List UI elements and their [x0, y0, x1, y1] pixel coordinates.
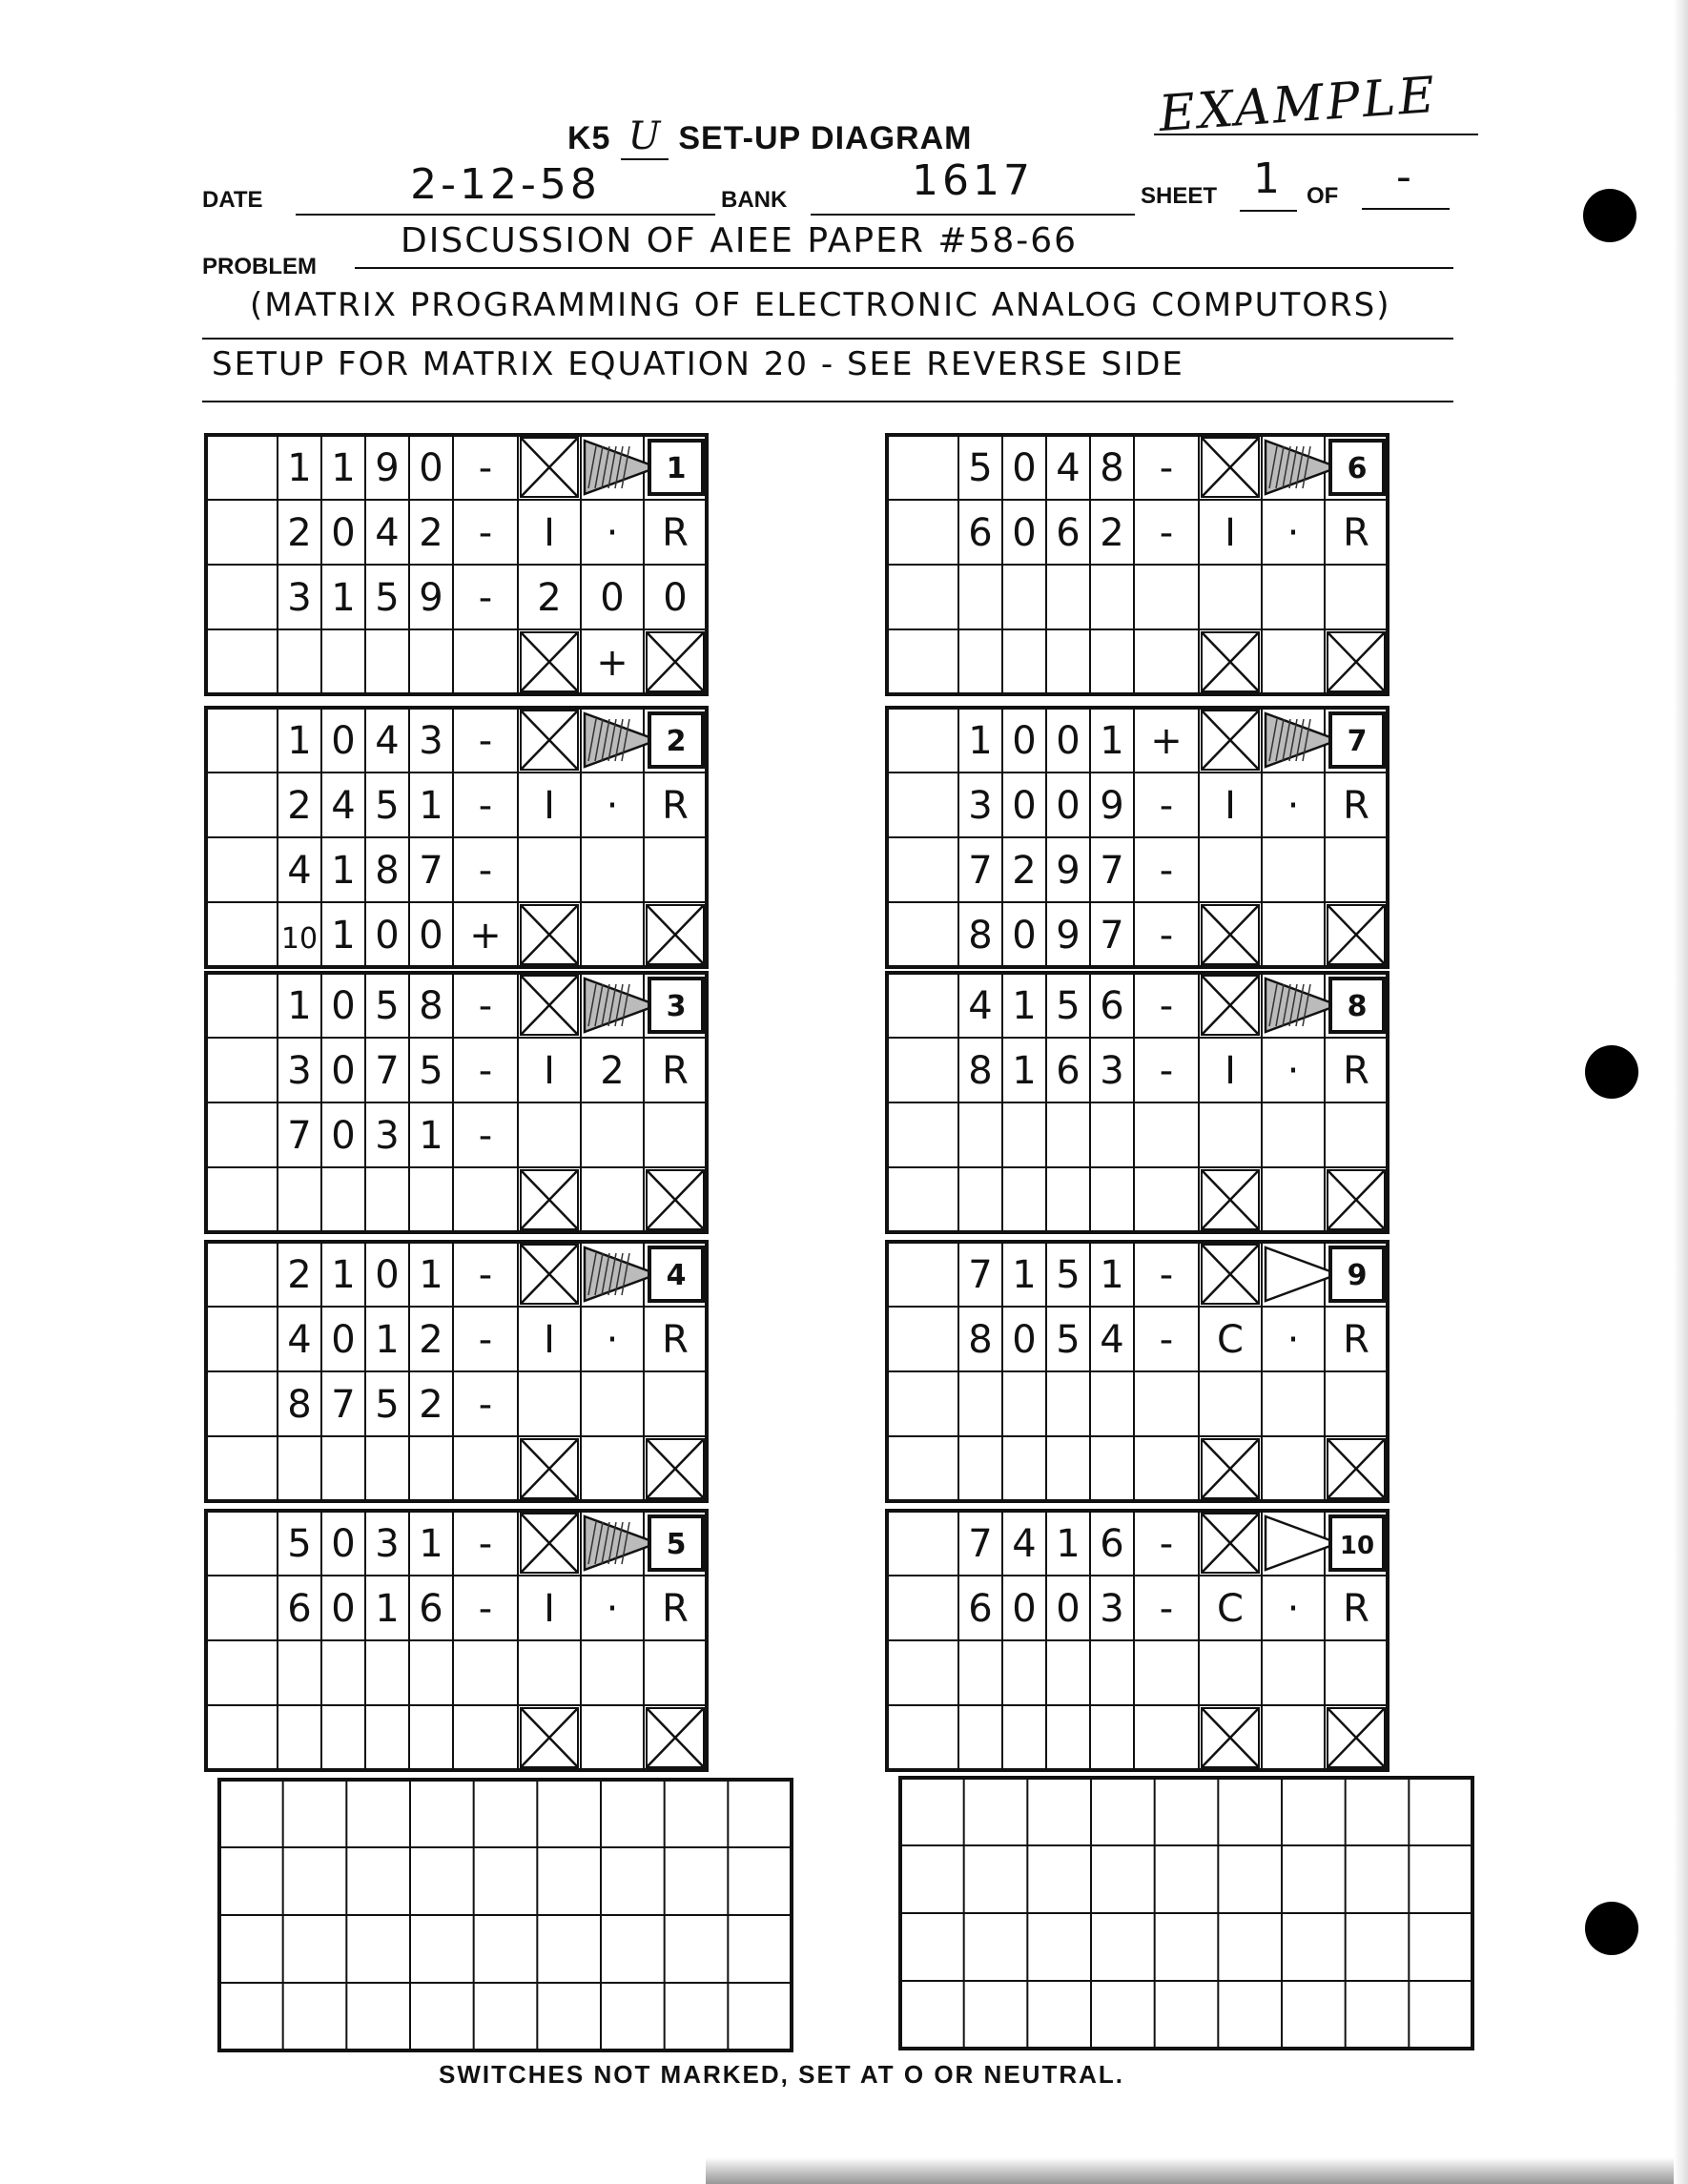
cell-value: 0: [1056, 784, 1081, 828]
cell-value: 5: [1056, 1253, 1081, 1297]
cell-value: R: [1343, 784, 1369, 828]
cell-value: 2: [600, 1049, 625, 1093]
cell-value: R: [1343, 1049, 1369, 1093]
cell-value: 7: [1100, 914, 1124, 958]
sheet-value: 1: [1253, 155, 1284, 203]
cell-value: 0: [331, 719, 356, 763]
cell-value: -: [478, 1383, 493, 1427]
cell-value: -: [478, 1253, 493, 1297]
cell-value: 6: [968, 511, 993, 555]
cell-value: C: [1217, 1587, 1244, 1631]
cell-value: 0: [331, 1114, 356, 1158]
cell-value: 6: [287, 1587, 312, 1631]
cell-value: R: [662, 1318, 689, 1362]
cell-value: 1: [1100, 1253, 1124, 1297]
cell-value: R: [662, 784, 689, 828]
title-suffix: SET-UP DIAGRAM: [678, 120, 973, 156]
cell-value: 6: [968, 1587, 993, 1631]
cell-value: 1: [1012, 984, 1037, 1028]
cell-value: ·: [1287, 1049, 1300, 1093]
cell-value: 2: [419, 511, 443, 555]
cell-value: I: [1225, 511, 1236, 555]
setup-block-1: [206, 435, 707, 694]
cell-value: -: [1159, 1253, 1174, 1297]
setup-block-10: [887, 1511, 1388, 1770]
empty-grid-left: [219, 1780, 792, 2050]
cell-value: -: [1159, 1587, 1174, 1631]
empty-grid-right: [900, 1778, 1472, 2049]
cell-value: 1: [287, 446, 312, 490]
cell-value: I: [1225, 784, 1236, 828]
amplifier-number: 3: [666, 990, 687, 1023]
cell-value: +: [596, 641, 628, 685]
cell-value: 1: [1012, 1049, 1037, 1093]
cell-value: 2: [419, 1383, 443, 1427]
cell-value: 0: [375, 914, 400, 958]
amplifier-number: 8: [1347, 990, 1368, 1023]
cell-value: 5: [287, 1522, 312, 1566]
cell-value: C: [1217, 1318, 1244, 1362]
cell-value: 7: [375, 1049, 400, 1093]
cell-value: -: [1159, 914, 1174, 958]
cell-value: 2: [1012, 849, 1037, 893]
cell-value: 8: [287, 1383, 312, 1427]
cell-value: ·: [1287, 511, 1300, 555]
cell-value: -: [1159, 1522, 1174, 1566]
cell-value: 0: [1012, 446, 1037, 490]
date-label: DATE: [202, 187, 263, 213]
cell-value: 3: [1100, 1049, 1124, 1093]
cell-value: R: [1343, 511, 1369, 555]
cell-value: ·: [1287, 1318, 1300, 1362]
cell-value: -: [1159, 784, 1174, 828]
cell-value: 6: [1100, 1522, 1124, 1566]
cell-value: 3: [1100, 1587, 1124, 1631]
cell-value: 1: [419, 1114, 443, 1158]
bank-value: 1617: [912, 156, 1034, 205]
cell-value: 0: [1012, 511, 1037, 555]
cell-value: 8: [968, 1318, 993, 1362]
cell-value: -: [478, 1587, 493, 1631]
cell-value: 0: [331, 1049, 356, 1093]
cell-value: 1: [331, 849, 356, 893]
cell-value: 0: [663, 576, 688, 620]
setup-block-4: [206, 1242, 707, 1501]
punch-hole-top: [1583, 189, 1637, 242]
cell-value: 4: [287, 849, 312, 893]
amplifier-number: 4: [666, 1259, 687, 1292]
cell-value: 5: [419, 1049, 443, 1093]
amplifier-number: 5: [666, 1528, 687, 1561]
cell-value: I: [544, 784, 555, 828]
cell-value: -: [1159, 984, 1174, 1028]
cell-value: 0: [331, 511, 356, 555]
amplifier-triangle: [1266, 1516, 1338, 1570]
cell-value: R: [1343, 1318, 1369, 1362]
cell-value: 5: [375, 984, 400, 1028]
cell-value: 0: [1056, 719, 1081, 763]
cell-value: 3: [287, 576, 312, 620]
cell-value: 1: [419, 784, 443, 828]
cell-value: 2: [287, 1253, 312, 1297]
cell-value: 0: [1012, 719, 1037, 763]
punch-hole-middle: [1585, 1045, 1638, 1099]
cell-value: 6: [1056, 1049, 1081, 1093]
sheet-label: SHEET: [1141, 183, 1218, 209]
cell-value: 9: [375, 446, 400, 490]
cell-value: 1: [419, 1522, 443, 1566]
amplifier-number: 9: [1347, 1259, 1368, 1292]
cell-value: 3: [287, 1049, 312, 1093]
amplifier-number: 6: [1347, 452, 1368, 485]
cell-value: 1: [287, 984, 312, 1028]
cell-value: -: [478, 1522, 493, 1566]
amplifier-triangle: [1266, 1247, 1338, 1301]
cell-value: 7: [1100, 849, 1124, 893]
amplifier-number: 2: [666, 725, 687, 758]
cell-value: I: [1225, 1049, 1236, 1093]
cell-value: 0: [419, 446, 443, 490]
amplifier-number: 10: [1339, 1532, 1375, 1560]
cell-value: 0: [331, 984, 356, 1028]
cell-value: 5: [375, 576, 400, 620]
cell-value: 5: [1056, 1318, 1081, 1362]
problem-label: PROBLEM: [202, 254, 317, 279]
cell-value: 3: [968, 784, 993, 828]
cell-value: 0: [331, 1522, 356, 1566]
bank-label: BANK: [721, 187, 788, 213]
cell-value: 6: [419, 1587, 443, 1631]
setup-block-9: [887, 1242, 1388, 1501]
cell-value: 6: [1100, 984, 1124, 1028]
cell-value: 9: [1056, 914, 1081, 958]
cell-value: 8: [375, 849, 400, 893]
cell-value: -: [478, 784, 493, 828]
cell-value: 5: [375, 1383, 400, 1427]
cell-value: 9: [1056, 849, 1081, 893]
cell-value: 1: [419, 1253, 443, 1297]
problem-text-1: DISCUSSION OF AIEE PAPER #58-66: [401, 221, 1079, 260]
cell-value: 1: [331, 446, 356, 490]
cell-value: 1: [375, 1318, 400, 1362]
cell-value: 4: [375, 719, 400, 763]
cell-value: R: [662, 1049, 689, 1093]
cell-value: 2: [419, 1318, 443, 1362]
cell-value: 7: [331, 1383, 356, 1427]
example-annotation: EXAMPLE: [1157, 66, 1440, 144]
cell-value: -: [1159, 849, 1174, 893]
cell-value: -: [1159, 1318, 1174, 1362]
cell-value: -: [478, 1049, 493, 1093]
cell-value: 3: [419, 719, 443, 763]
cell-value: 2: [537, 576, 562, 620]
cell-value: 6: [1056, 511, 1081, 555]
cell-value: 9: [419, 576, 443, 620]
cell-value: 4: [968, 984, 993, 1028]
cell-value: 4: [1056, 446, 1081, 490]
cell-value: -: [478, 1318, 493, 1362]
cell-value: 10: [280, 922, 319, 956]
cell-value: ·: [606, 784, 619, 828]
cell-value: R: [1343, 1587, 1369, 1631]
cell-value: -: [478, 511, 493, 555]
cell-value: ·: [606, 1318, 619, 1362]
cell-value: 7: [968, 849, 993, 893]
cell-value: 1: [287, 719, 312, 763]
cell-value: 0: [1056, 1587, 1081, 1631]
setup-block-8: [887, 973, 1388, 1232]
cell-value: 4: [287, 1318, 312, 1362]
of-label: OF: [1307, 183, 1339, 209]
setup-block-2: [206, 708, 707, 967]
cell-value: -: [478, 576, 493, 620]
cell-value: I: [544, 1049, 555, 1093]
amplifier-number: 1: [666, 452, 687, 485]
setup-block-3: [206, 973, 707, 1232]
cell-value: 0: [1012, 1587, 1037, 1631]
cell-value: 3: [375, 1522, 400, 1566]
cell-value: 1: [968, 719, 993, 763]
cell-value: 0: [331, 1587, 356, 1631]
problem-text-3: SETUP FOR MATRIX EQUATION 20 - SEE REVERSE SIDE: [212, 345, 1184, 383]
cell-value: 2: [287, 784, 312, 828]
cell-value: 8: [968, 1049, 993, 1093]
cell-value: 0: [600, 576, 625, 620]
punch-hole-bottom: [1585, 1902, 1638, 1955]
cell-value: I: [544, 1318, 555, 1362]
page-edge-shadow: [1674, 0, 1688, 2184]
cell-value: -: [1159, 1049, 1174, 1093]
setup-block-7: [887, 708, 1388, 967]
cell-value: 0: [1012, 914, 1037, 958]
cell-value: 1: [331, 914, 356, 958]
cell-value: -: [478, 1114, 493, 1158]
cell-value: -: [1159, 446, 1174, 490]
cell-value: +: [469, 914, 502, 958]
cell-value: 3: [375, 1114, 400, 1158]
cell-value: 1: [1100, 719, 1124, 763]
title-prefix: K5: [567, 120, 611, 156]
cell-value: 7: [419, 849, 443, 893]
cell-value: R: [662, 511, 689, 555]
cell-value: 1: [1056, 1522, 1081, 1566]
cell-value: 1: [375, 1587, 400, 1631]
cell-value: R: [662, 1587, 689, 1631]
cell-value: 5: [968, 446, 993, 490]
cell-value: -: [1159, 511, 1174, 555]
cell-value: 1: [331, 1253, 356, 1297]
cell-value: -: [478, 446, 493, 490]
cell-value: 9: [1100, 784, 1124, 828]
cell-value: 2: [287, 511, 312, 555]
date-value: 2-12-58: [410, 160, 601, 209]
setup-block-5: [206, 1511, 707, 1770]
cell-value: I: [544, 1587, 555, 1631]
scan-edge-noise: [706, 2157, 1688, 2184]
cell-value: 7: [968, 1522, 993, 1566]
cell-value: 0: [375, 1253, 400, 1297]
cell-value: -: [478, 719, 493, 763]
cell-value: 4: [375, 511, 400, 555]
cell-value: 7: [968, 1253, 993, 1297]
cell-value: 4: [331, 784, 356, 828]
cell-value: ·: [606, 511, 619, 555]
cell-value: 0: [1012, 784, 1037, 828]
cell-value: +: [1150, 719, 1183, 763]
cell-value: 4: [1100, 1318, 1124, 1362]
cell-value: ·: [1287, 1587, 1300, 1631]
title-fill: U: [621, 114, 669, 160]
cell-value: 7: [287, 1114, 312, 1158]
cell-value: -: [478, 984, 493, 1028]
cell-value: ·: [606, 1587, 619, 1631]
cell-value: 0: [419, 914, 443, 958]
cell-value: -: [478, 849, 493, 893]
cell-value: 8: [968, 914, 993, 958]
cell-value: ·: [1287, 784, 1300, 828]
cell-value: 4: [1012, 1522, 1037, 1566]
cell-value: 5: [1056, 984, 1081, 1028]
cell-value: 2: [1100, 511, 1124, 555]
cell-value: 8: [1100, 446, 1124, 490]
cell-value: 1: [1012, 1253, 1037, 1297]
cell-value: I: [544, 511, 555, 555]
cell-value: 8: [419, 984, 443, 1028]
cell-value: 0: [331, 1318, 356, 1362]
cell-value: 1: [331, 576, 356, 620]
footer-note: SWITCHES NOT MARKED, SET AT O OR NEUTRAL.: [439, 2060, 1124, 2089]
amplifier-number: 7: [1347, 725, 1368, 758]
cell-value: 0: [1012, 1318, 1037, 1362]
cell-value: 5: [375, 784, 400, 828]
setup-block-6: [887, 435, 1388, 694]
problem-text-2: (MATRIX PROGRAMMING OF ELECTRONIC ANALOG COMPUTORS): [250, 286, 1391, 324]
of-value: -: [1396, 153, 1415, 201]
